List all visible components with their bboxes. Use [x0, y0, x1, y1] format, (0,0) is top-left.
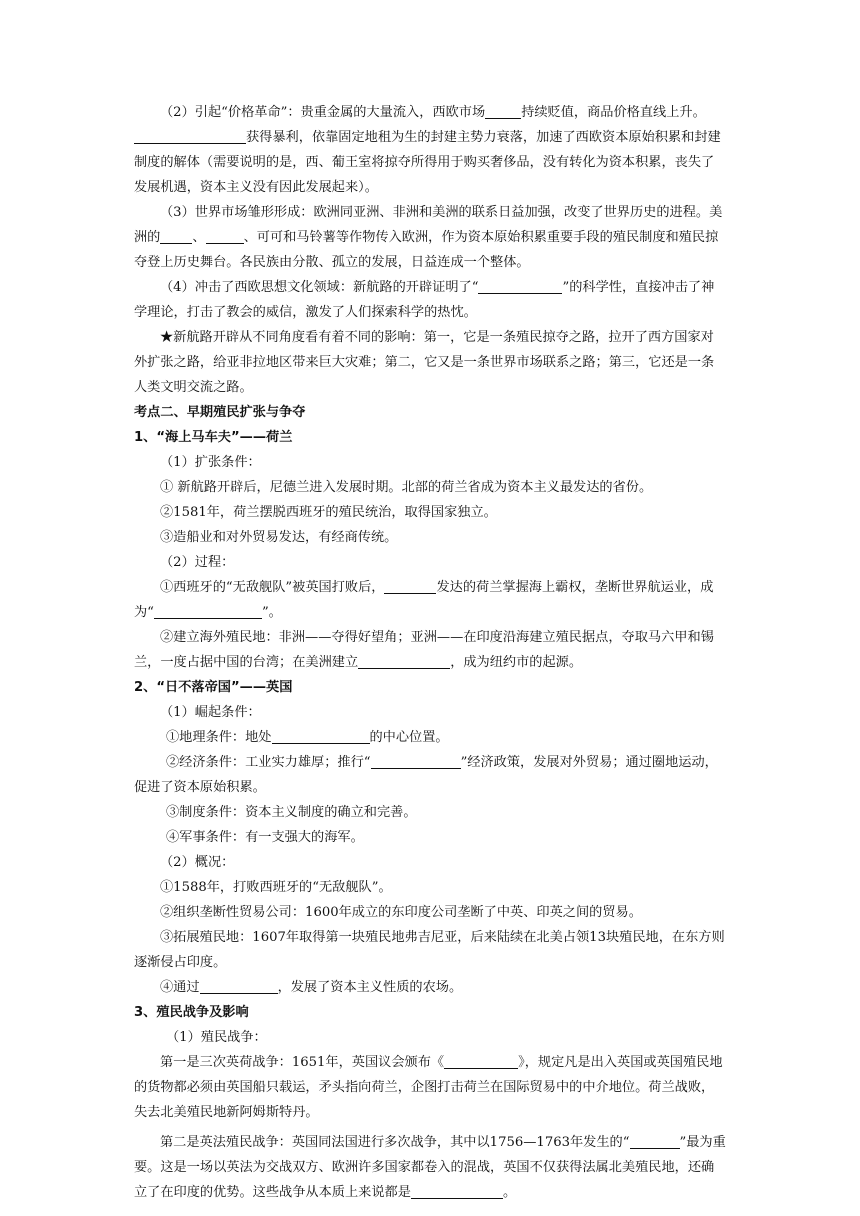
text-run: ④军事条件：有一支强大的海军。 [166, 830, 364, 845]
fill-in-blank [411, 1183, 503, 1199]
text-run: 持续贬值，商品价格直线上升。 [521, 105, 706, 120]
text-run: 。 [502, 1185, 517, 1200]
text-run: 3、殖民战争及影响 [134, 1005, 249, 1020]
text-run: ”的科学性，直接冲击了神学理论，打击了教会的威信，激发了人们探索科学的热忱。 [134, 280, 715, 320]
text-run: ③造船业和对外贸易发达，有经商传统。 [160, 530, 398, 545]
fill-in-blank [206, 228, 244, 244]
text-run: 、可可和马铃薯等作物传入欧洲，作为资本原始积累重要手段的殖民制度和殖民掠夺登上历史舞台。各民族由分散、孤立的发展，日益连成一个整体。 [134, 230, 719, 270]
text-run: 》，规定凡是出入英国或英国殖民地的货物都必须由英国船只载运，矛头指向荷兰，企图打击荷兰在国际贸易中的中介地位。荷兰战败，失去北美殖民地新阿姆斯特丹。 [134, 1055, 723, 1120]
text-run: ③制度条件：资本主义制度的确立和完善。 [166, 805, 417, 820]
paragraph [134, 850, 726, 875]
fill-in-blank [160, 228, 192, 244]
fill-in-blank [200, 978, 278, 994]
paragraph [134, 475, 726, 500]
text-run: ②经济条件：工业实力雄厚；推行“ [166, 755, 371, 770]
text-run: （1）殖民战争： [166, 1030, 267, 1045]
paragraph [134, 725, 726, 750]
text-run: ”最为重要。这是一场以英法为交战双方、欧洲许多国家都卷入的混战，英国不仅获得法属北美殖民地，还确立了在印度的优势。这些战争从本质上来说都是 [134, 1135, 726, 1200]
text-run: ②组织垄断性贸易公司：1600年成立的东印度公司垄断了中英、印英之间的贸易。 [160, 905, 642, 920]
fill-in-blank [134, 128, 246, 144]
paragraph [134, 875, 726, 900]
paragraph [134, 825, 726, 850]
text-run: ②建立海外殖民地：非洲——夺得好望角；亚洲——在印度沿海建立殖民据点，夺取马六甲和锡兰，一度占据中国的台湾；在美洲建立 [134, 630, 714, 670]
paragraph [134, 975, 726, 1000]
text-run: 第二是英法殖民战争：英国同法国进行多次战争，其中以1756—1763年发生的“ [160, 1135, 630, 1150]
paragraph [134, 1025, 726, 1050]
section-heading [134, 425, 726, 450]
section-heading [134, 1000, 726, 1025]
text-run: ① 新航路开辟后，尼德兰进入发展时期。北部的荷兰省成为资本主义最发达的省份。 [160, 480, 653, 495]
text-run: ”经济政策，发展对外贸易；通过圈地运动，促进了资本原始积累。 [134, 755, 718, 795]
paragraph [134, 550, 726, 575]
paragraph [134, 800, 726, 825]
fill-in-blank [384, 578, 436, 594]
text-run: ②1581年，荷兰摆脱西班牙的殖民统治，取得国家独立。 [160, 505, 497, 520]
paragraph [134, 1050, 726, 1125]
text-run: （2）概况： [160, 855, 235, 870]
text-run: （1）扩张条件： [160, 455, 261, 470]
text-run: （2）引起“价格革命”：贵重金属的大量流入，西欧市场 [160, 105, 486, 120]
text-run: 、 [192, 230, 206, 245]
paragraph [134, 450, 726, 475]
paragraph [134, 700, 726, 725]
section-heading [134, 400, 726, 425]
text-run: ”。 [261, 605, 282, 620]
document-page [134, 100, 726, 1205]
paragraph [134, 625, 726, 675]
text-run: 第一是三次英荷战争：1651年，英国议会颁布《 [160, 1055, 445, 1070]
paragraph [134, 100, 726, 200]
text-run: ③拓展殖民地：1607年取得第一块殖民地弗吉尼亚，后来陆续在北美占领13块殖民地，在东方则逐渐侵占印度。 [134, 930, 725, 970]
paragraph [134, 925, 726, 975]
fill-in-blank [630, 1133, 680, 1149]
text-run: 发达的荷兰掌握海上霸权，垄断世界航运业，成为“ [134, 580, 714, 620]
fill-in-blank [485, 103, 521, 119]
paragraph [134, 1130, 726, 1205]
text-run: 获得暴利，依靠固定地租为生的封建主势力衰落，加速了西欧资本原始积累和封建制度的解体（需要说明的是，西、葡王室将掠夺所得用于购买奢侈品，没有转化为资本积累，丧失了发展机遇，资本主义没有因此发展起来）。 [134, 130, 721, 195]
text-run: ★新航路开辟从不同角度看有着不同的影响：第一，它是一条殖民掠夺之路，拉开了西方国家对外扩张之路，给亚非拉地区带来巨大灾难；第二，它又是一条世界市场联系之路；第三，它还是一条人类文明交流之路。 [134, 330, 715, 395]
text-run: ，发展了资本主义性质的农场。 [277, 980, 463, 995]
paragraph [134, 900, 726, 925]
paragraph [134, 325, 726, 400]
text-run: （3）世界市场雏形形成：欧洲同亚洲、非洲和美洲的联系日益加强，改变了世界历史的进程。美洲的 [134, 205, 723, 245]
text-run: ①地理条件：地处 [166, 730, 272, 745]
section-heading [134, 675, 726, 700]
text-run: ①1588年，打败西班牙的“无敌舰队”。 [160, 880, 392, 895]
text-run: 考点二、早期殖民扩张与争夺 [134, 405, 306, 420]
text-run: （4）冲击了西欧思想文化领域：新航路的开辟证明了“ [160, 280, 479, 295]
text-run: （2）过程： [160, 555, 235, 570]
fill-in-blank [444, 1053, 518, 1069]
text-run: 2、“日不落帝国”——英国 [134, 680, 293, 695]
paragraph [134, 750, 726, 800]
paragraph [134, 275, 726, 325]
text-run: ，成为纽约市的起源。 [450, 655, 583, 670]
text-run: 1、“海上马车夫”——荷兰 [134, 430, 293, 445]
paragraph [134, 575, 726, 625]
text-run: ④通过 [160, 980, 200, 995]
fill-in-blank [371, 753, 461, 769]
fill-in-blank [272, 728, 370, 744]
fill-in-blank [478, 278, 562, 294]
text-run: （1）崛起条件： [160, 705, 261, 720]
paragraph [134, 500, 726, 525]
text-run: 的中心位置。 [369, 730, 449, 745]
fill-in-blank [358, 653, 450, 669]
text-run: ①西班牙的“无敌舰队”被英国打败后， [160, 580, 385, 595]
paragraph [134, 525, 726, 550]
fill-in-blank [154, 603, 262, 619]
paragraph [134, 200, 726, 275]
